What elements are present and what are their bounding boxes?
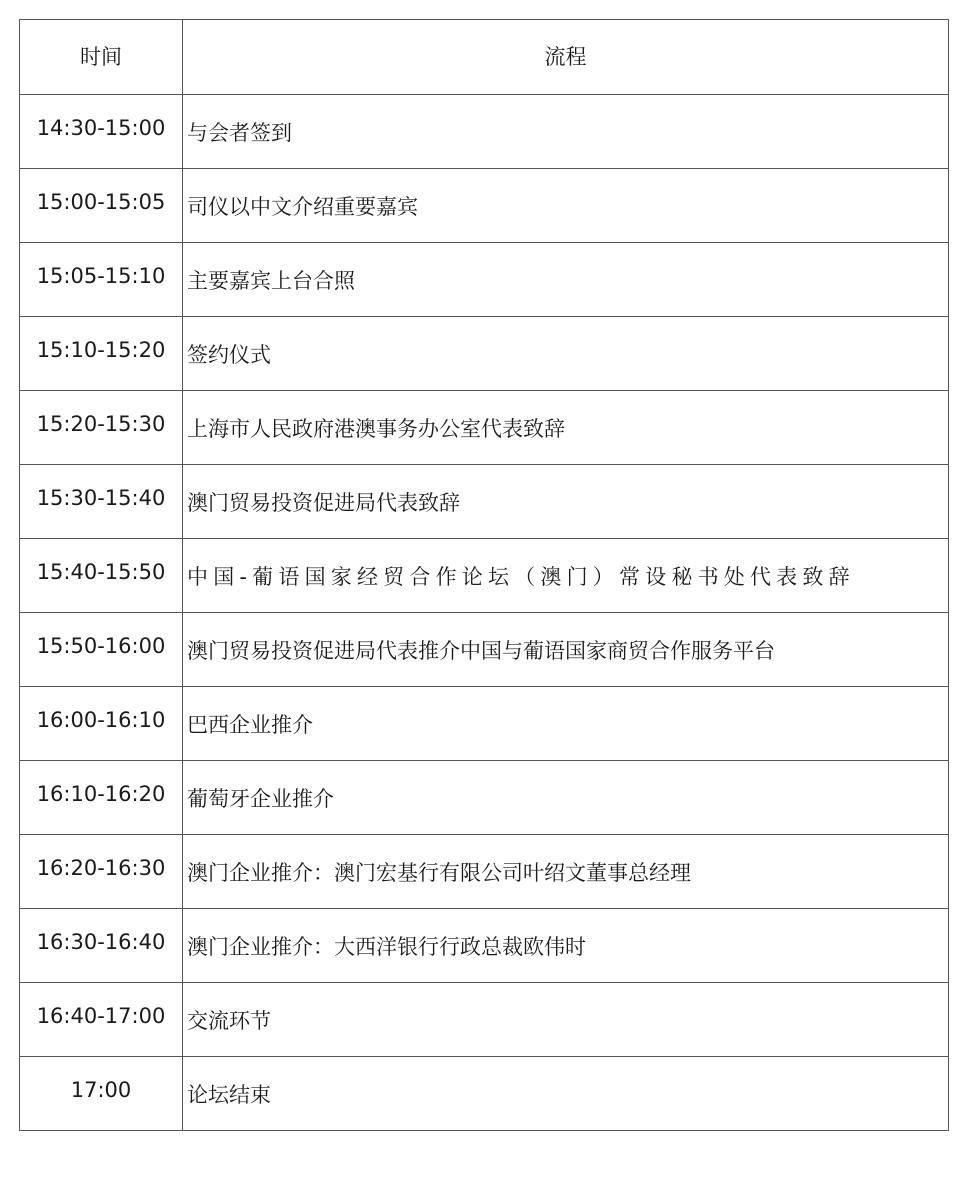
time-cell: 15:05-15:10 (20, 243, 183, 317)
agenda-table (19, 19, 949, 1131)
table-row (20, 983, 949, 1057)
table-row (20, 243, 949, 317)
flow-cell: 巴西企业推介 (183, 687, 949, 761)
table-row (20, 909, 949, 983)
time-cell: 14:30-15:00 (20, 95, 183, 169)
time-cell: 16:00-16:10 (20, 687, 183, 761)
flow-cell: 交流环节 (183, 983, 949, 1057)
table-row (20, 1057, 949, 1131)
flow-cell: 签约仪式 (183, 317, 949, 391)
time-cell: 15:00-15:05 (20, 169, 183, 243)
table-row (20, 613, 949, 687)
table-row (20, 761, 949, 835)
flow-cell: 澳门贸易投资促进局代表致辞 (183, 465, 949, 539)
time-cell: 16:30-16:40 (20, 909, 183, 983)
flow-cell: 上海市人民政府港澳事务办公室代表致辞 (183, 391, 949, 465)
table-row (20, 391, 949, 465)
table-row (20, 169, 949, 243)
time-cell: 16:10-16:20 (20, 761, 183, 835)
flow-cell: 澳门企业推介：澳门宏基行有限公司叶绍文董事总经理 (183, 835, 949, 909)
time-column-header: 时间 (20, 20, 183, 95)
header-row (20, 20, 949, 95)
table-row (20, 539, 949, 613)
flow-column-header: 流程 (183, 20, 949, 95)
flow-cell: 澳门企业推介：大西洋银行行政总裁欧伟时 (183, 909, 949, 983)
table-row (20, 687, 949, 761)
flow-cell: 葡萄牙企业推介 (183, 761, 949, 835)
time-cell: 15:50-16:00 (20, 613, 183, 687)
time-cell: 15:10-15:20 (20, 317, 183, 391)
flow-cell: 中国-葡语国家经贸合作论坛（澳门）常设秘书处代表致辞 (183, 539, 949, 613)
table-row (20, 95, 949, 169)
table-row (20, 835, 949, 909)
flow-cell: 论坛结束 (183, 1057, 949, 1131)
flow-cell: 司仪以中文介绍重要嘉宾 (183, 169, 949, 243)
table-row (20, 465, 949, 539)
time-cell: 16:40-17:00 (20, 983, 183, 1057)
time-cell: 15:40-15:50 (20, 539, 183, 613)
flow-cell: 主要嘉宾上台合照 (183, 243, 949, 317)
time-cell: 15:30-15:40 (20, 465, 183, 539)
flow-cell: 澳门贸易投资促进局代表推介中国与葡语国家商贸合作服务平台 (183, 613, 949, 687)
time-cell: 17:00 (20, 1057, 183, 1131)
flow-cell: 与会者签到 (183, 95, 949, 169)
table-row (20, 317, 949, 391)
time-cell: 15:20-15:30 (20, 391, 183, 465)
time-cell: 16:20-16:30 (20, 835, 183, 909)
